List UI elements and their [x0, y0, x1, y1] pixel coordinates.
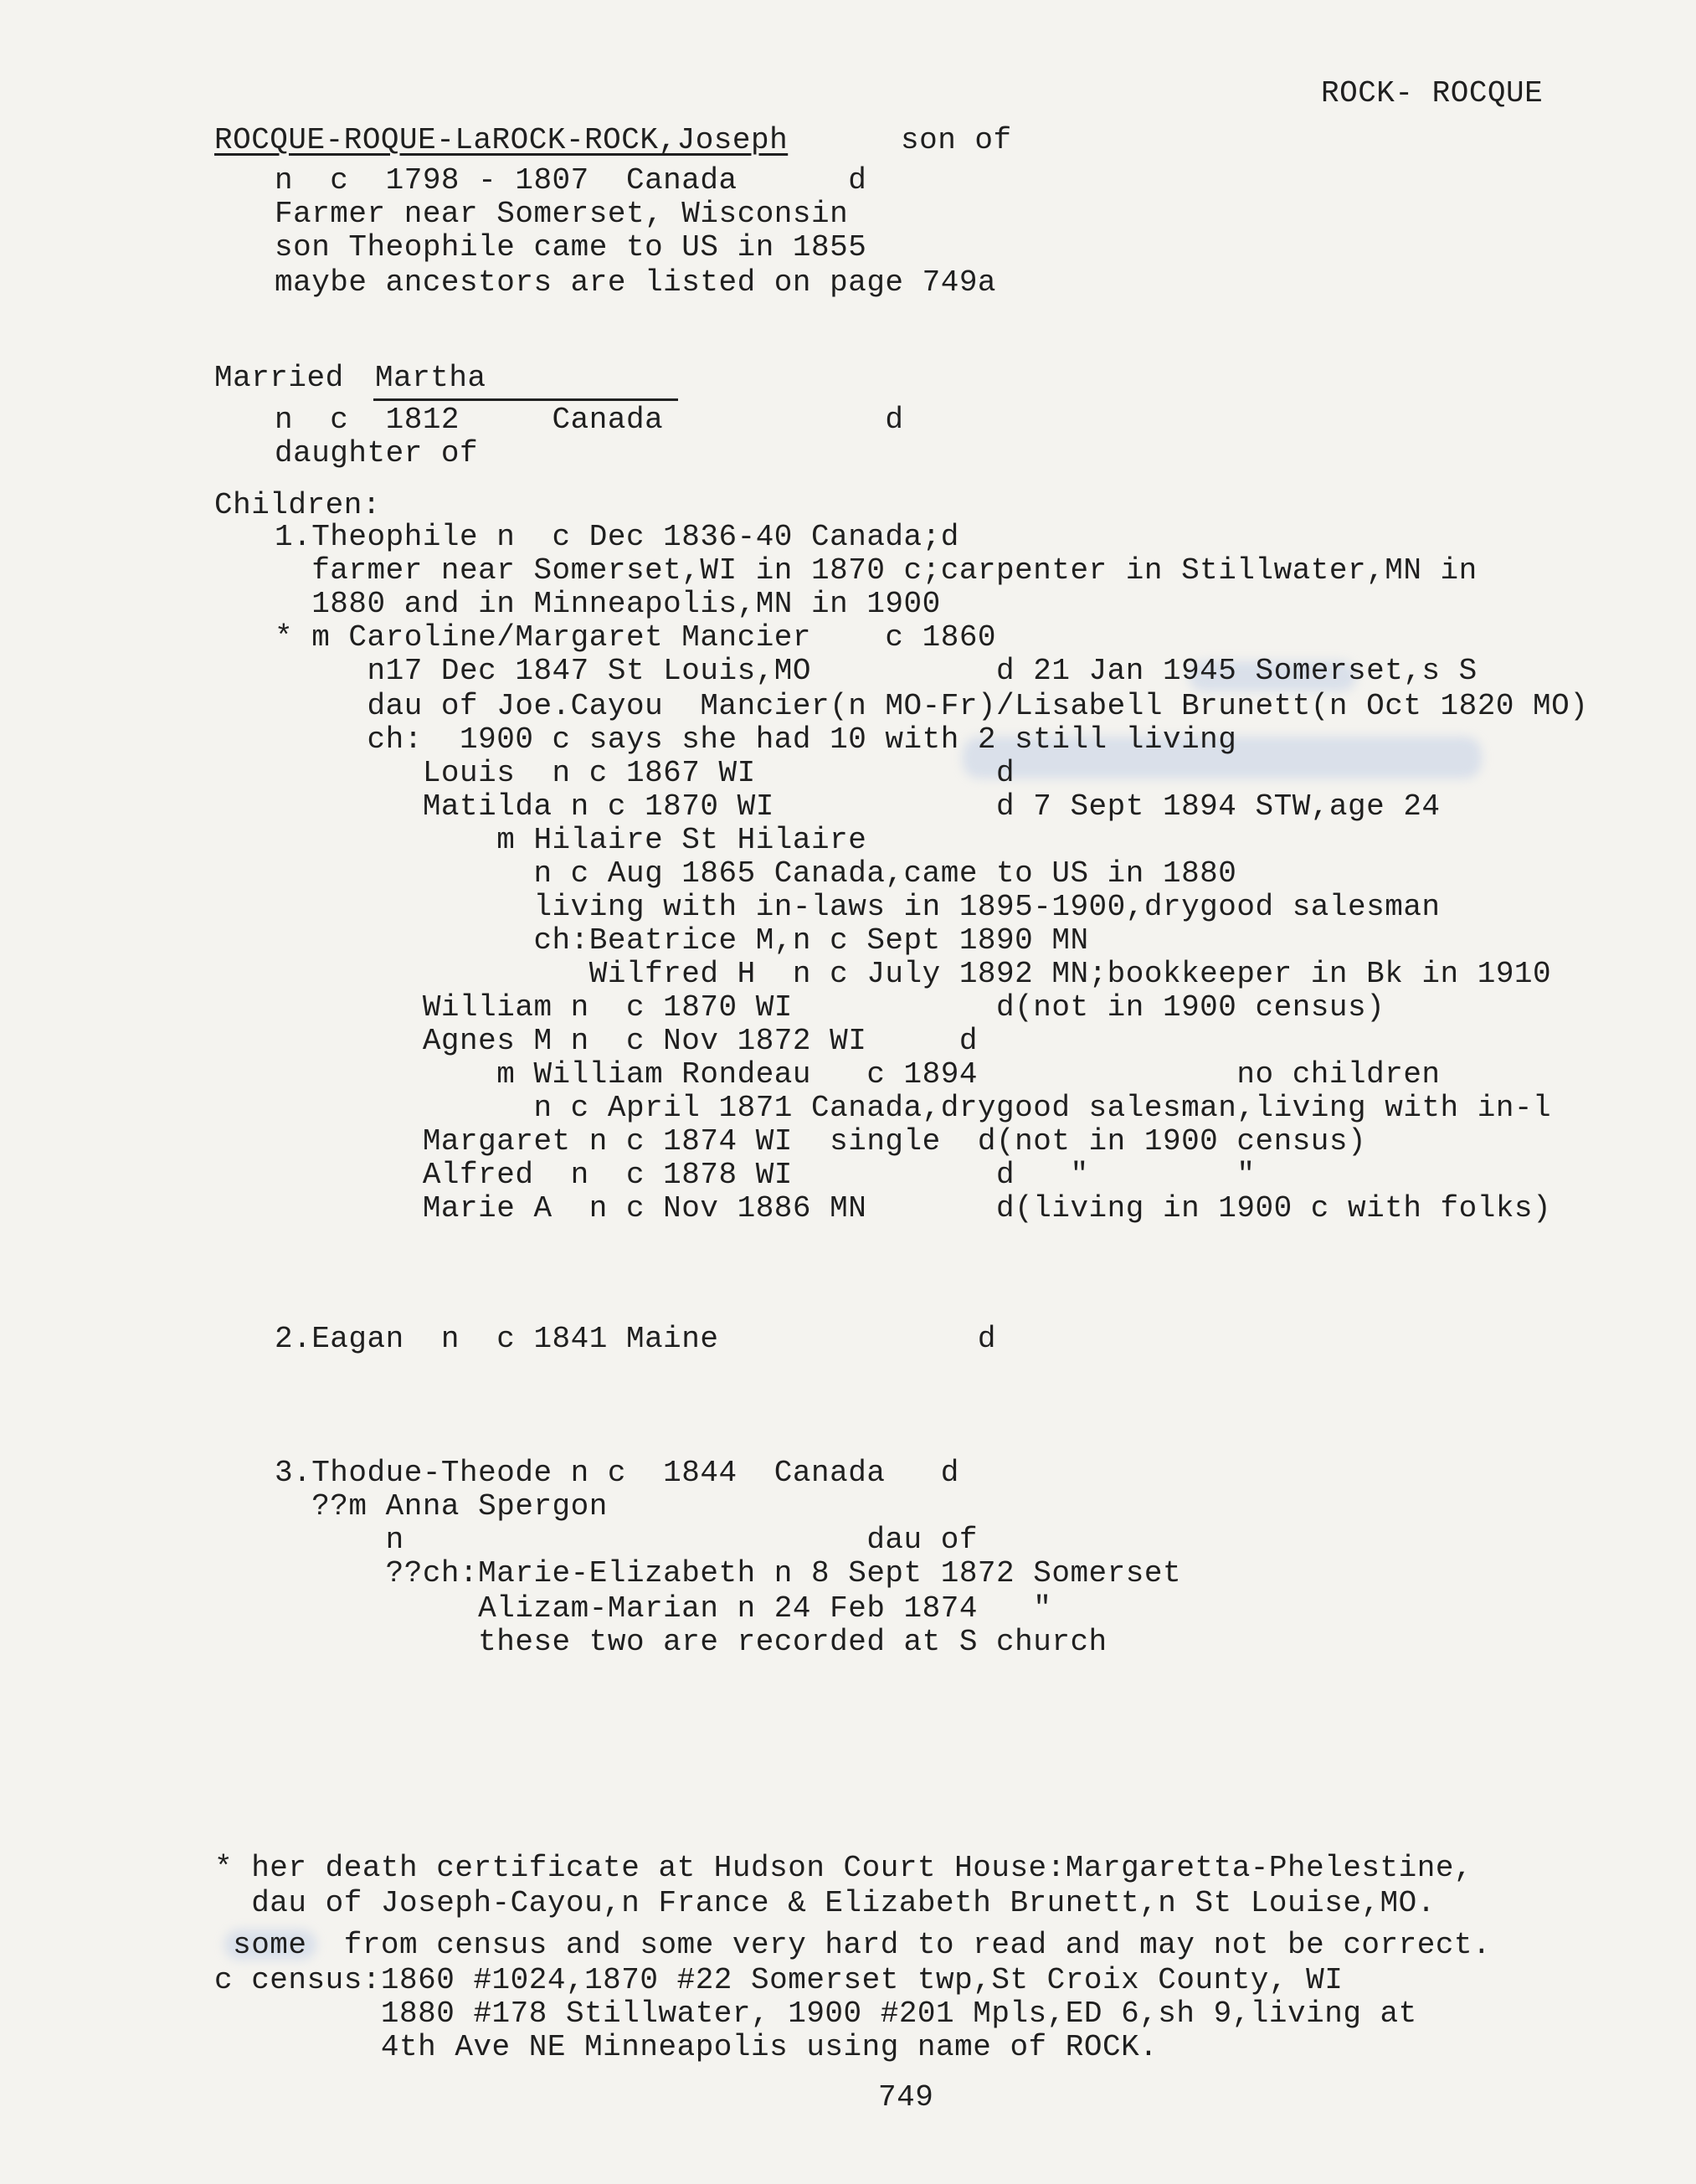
married-label: Married — [214, 361, 344, 395]
child-third-line: n dau of — [275, 1523, 978, 1557]
child-line: * m Caroline/Margaret Mancier c 1860 — [275, 620, 997, 655]
child-third-line: these two are recorded at S church — [275, 1625, 1108, 1659]
child-line: n c April 1871 Canada,drygood salesman,living with in-l — [275, 1091, 1552, 1125]
child-line: 1880 and in Minneapolis,MN in 1900 — [275, 587, 941, 621]
child-third-line: ??ch:Marie-Elizabeth n 8 Sept 1872 Somerset — [275, 1556, 1182, 1590]
child-line: Matilda n c 1870 WI d 7 Sept 1894 STW,age 24 — [275, 789, 1441, 824]
child-second-entry: 2.Eagan n c 1841 Maine d — [275, 1322, 997, 1356]
child-line: n17 Dec 1847 St Louis,MO d 21 Jan 1945 Somerset,s S — [275, 654, 1478, 688]
child-line: Agnes M n c Nov 1872 WI d — [275, 1024, 978, 1058]
child-line: 1.Theophile n c Dec 1836-40 Canada;d — [275, 520, 959, 554]
note-line: 4th Ave NE Minneapolis using name of ROCK. — [214, 2030, 1159, 2064]
child-line: living with in-laws in 1895-1900,drygood salesman — [275, 890, 1441, 924]
child-line: Marie A n c Nov 1886 MN d(living in 1900 c with folks) — [275, 1191, 1552, 1226]
child-line: Wilfred H n c July 1892 MN;bookkeeper in Bk in 1910 — [275, 957, 1552, 991]
note-line: * her death certificate at Hudson Court House:Margaretta-Phelestine, — [214, 1851, 1473, 1885]
child-line: n c Aug 1865 Canada,came to US in 1880 — [275, 856, 1237, 891]
page-number: 749 — [878, 2080, 934, 2115]
child-line: ch:Beatrice M,n c Sept 1890 MN — [275, 923, 1089, 958]
spouse-line: n c 1812 Canada d — [275, 403, 904, 437]
spouse-line: daughter of — [275, 436, 479, 470]
child-line: m Hilaire St Hilaire — [275, 823, 867, 857]
subject-line: Farmer near Somerset, Wisconsin — [275, 197, 849, 231]
page-header-title: ROCK- ROCQUE — [1321, 76, 1544, 110]
child-third-line: Alizam-Marian n 24 Feb 1874 " — [275, 1591, 1052, 1626]
child-line: Louis n c 1867 WI d — [275, 756, 1015, 790]
child-line: William n c 1870 WI d(not in 1900 census) — [275, 990, 1385, 1025]
child-line: m William Rondeau c 1894 no children — [275, 1057, 1441, 1092]
spouse-name-rule — [373, 398, 678, 401]
subject-line: n c 1798 - 1807 Canada d — [275, 163, 867, 198]
note-line: dau of Joseph-Cayou,n France & Elizabeth Brunett,n St Louise,MO. — [214, 1886, 1436, 1920]
subject-line: son Theophile came to US in 1855 — [275, 230, 867, 265]
child-line: Alfred n c 1878 WI d " " — [275, 1158, 1256, 1192]
child-line: Margaret n c 1874 WI single d(not in 1900 census) — [275, 1124, 1367, 1159]
note-line: c census:1860 #1024,1870 #22 Somerset twp,St Croix County, WI — [214, 1963, 1344, 1997]
note-line: 1880 #178 Stillwater, 1900 #201 Mpls,ED 6,sh 9,living at — [214, 1996, 1417, 2031]
child-line: ch: 1900 c says she had 10 with 2 still living — [275, 722, 1237, 757]
subject-line: maybe ancestors are listed on page 749a — [275, 265, 997, 300]
child-third-line: 3.Thodue-Theode n c 1844 Canada d — [275, 1456, 959, 1490]
note-line: some from census and some very hard to read and may not be correct. — [214, 1928, 1492, 1962]
child-third-line: ??m Anna Spergon — [275, 1489, 608, 1524]
child-line: dau of Joe.Cayou Mancier(n MO-Fr)/Lisabell Brunett(n Oct 1820 MO) — [275, 689, 1589, 723]
child-line: farmer near Somerset,WI in 1870 c;carpenter in Stillwater,MN in — [275, 553, 1478, 588]
subject-son-of: son of — [901, 123, 1012, 157]
subject-name: ROCQUE-ROQUE-LaROCK-ROCK,Joseph — [214, 123, 789, 157]
children-label: Children: — [214, 488, 381, 522]
spouse-name: Martha — [375, 361, 486, 395]
